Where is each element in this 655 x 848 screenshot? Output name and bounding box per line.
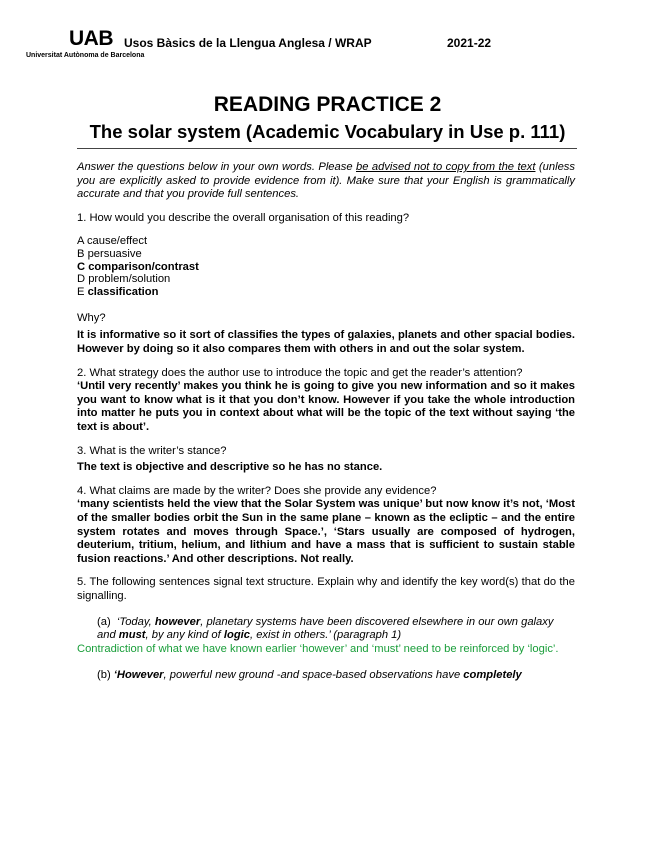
instructions-underlined: be advised not to copy from the text [356, 161, 536, 173]
sentence-a-keyword-1: however [154, 615, 201, 628]
question-5: 5. The following sentences signal text structure. Explain why and identify the key word(s) that do the signalling. [77, 576, 575, 602]
option-b: B persuasive [77, 248, 142, 261]
option-e [77, 286, 575, 299]
sentence-a-keyword-2: must [118, 629, 146, 642]
sentence-b [77, 669, 575, 683]
question-2: 2. What strategy does the author use to introduce the topic and get the reader’s attention? [77, 366, 523, 379]
sentence-a-text-4: , exist in others.’ (paragraph 1) [249, 629, 402, 642]
sentence-a-label: (a) [97, 615, 111, 628]
instructions-part2: (unless you are explicitly asked to provide evidence from it). Make sure that your English is grammatically accurate and that you provide full sentences. [77, 161, 575, 201]
title-underline [77, 148, 577, 149]
sentence-a [77, 616, 575, 643]
sentence-a-text-1: ‘Today, [116, 615, 155, 628]
answer-2: ‘Until very recently’ makes you think he is going to give you new information and so it makes you want to know what is it that you don’t know. However if you take the whole introduction into matter he puts you in context about what will be the topic of the text without saying ‘the text is about’. [77, 380, 575, 434]
answer-3: The text is objective and descriptive so he has no stance. [77, 461, 383, 474]
uab-logo-subtitle: Universitat Autònoma de Barcelona [26, 52, 145, 59]
sentence-b-keyword-2: completely [463, 669, 522, 682]
option-e-text: classification [87, 286, 159, 299]
sentence-a-keyword-3: logic [223, 629, 250, 642]
option-c: C comparison/contrast [77, 260, 199, 273]
sentence-b-keyword-1: ‘However [113, 669, 164, 682]
answer-4: ‘many scientists held the view that the Solar System was unique’ but now know it’s not, ‘Most of the smaller bodies orbit the Sun in the same plane – known as the ecliptic – and the entire system rotates and moves through Space.’, ‘Stars usually are composed of hydrogen, deuterium, tritium, helium, and lithium and have a mass that is sufficient to sustain stable fusion reactions.’ And other descriptions. Not really. [77, 498, 575, 565]
why-label: Why? [77, 311, 106, 324]
sentence-b-label: (b) [97, 669, 114, 682]
question-1-options [77, 235, 575, 299]
sentence-a-text-2: , planetary systems have been discovered elsewhere in our own galaxy and [97, 615, 554, 642]
option-d: D problem/solution [77, 273, 171, 286]
answer-1: It is informative so it sort of classifies the types of galaxies, planets and other spacial bodies. However by doing so it also compares them with others in and out the solar system. [77, 329, 575, 356]
page-header [0, 0, 655, 70]
uab-logo: UAB [69, 27, 113, 50]
question-4: 4. What claims are made by the writer? Does she provide any evidence? [77, 484, 437, 497]
worksheet-body [77, 161, 575, 683]
instructions [77, 161, 575, 202]
question-1: 1. How would you describe the overall organisation of this reading? [77, 211, 410, 224]
option-a: A cause/effect [77, 235, 148, 248]
page-title: READING PRACTICE 2 [213, 93, 442, 116]
academic-year: 2021-22 [447, 36, 492, 50]
course-name: Usos Bàsics de la Llengua Anglesa / WRAP [124, 36, 372, 50]
sentence-a-text-3: , by any kind of [145, 629, 224, 642]
option-e-letter: E [77, 286, 88, 299]
instructions-part1: Answer the questions below in your own words. Please [77, 161, 356, 173]
page-subtitle: The solar system (Academic Vocabulary in Use p. 111) [89, 121, 566, 142]
question-3: 3. What is the writer’s stance? [77, 444, 227, 457]
sentence-b-text-1: , powerful new ground -and space-based observations have [163, 669, 464, 682]
answer-5a: Contradiction of what we have known earlier ‘however’ and ‘must’ need to be reinforced by ‘logic’. [77, 642, 559, 655]
